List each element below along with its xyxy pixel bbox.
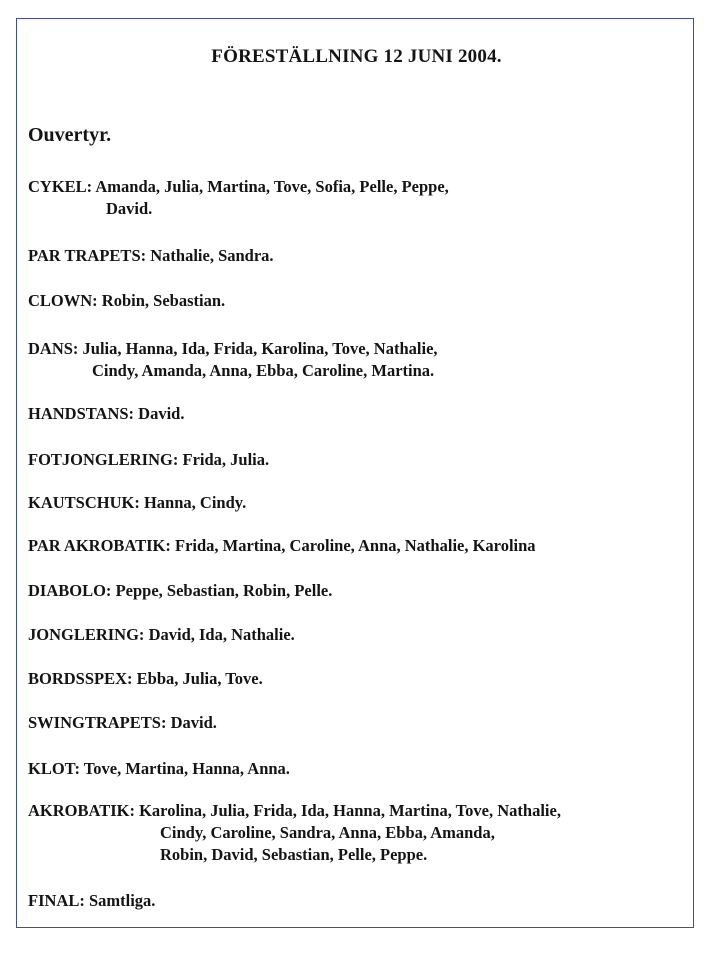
act-names: Karolina, Julia, Frida, Ida, Hanna, Martina, Tove, Nathalie,	[139, 801, 561, 820]
act-label: PAR AKROBATIK:	[28, 536, 171, 555]
page-border	[16, 18, 694, 928]
act-final	[28, 890, 155, 912]
act-klot	[28, 758, 290, 780]
act-bordsspex	[28, 668, 263, 690]
act-names: David, Ida, Nathalie.	[148, 625, 295, 644]
act-label: AKROBATIK:	[28, 801, 135, 820]
act-label: JONGLERING:	[28, 625, 145, 644]
act-diabolo	[28, 580, 332, 602]
act-names: David.	[138, 404, 185, 423]
act-names: Frida, Julia.	[182, 450, 270, 469]
act-label: BORDSSPEX:	[28, 669, 133, 688]
act-dans	[28, 338, 438, 382]
act-par-akrobatik	[28, 535, 536, 557]
act-label: FOTJONGLERING:	[28, 450, 179, 469]
act-names-cont: Robin, David, Sebastian, Pelle, Peppe.	[160, 845, 428, 864]
act-names: Amanda, Julia, Martina, Tove, Sofia, Pelle, Peppe,	[95, 177, 449, 196]
act-names: Robin, Sebastian.	[101, 291, 226, 310]
act-names: Peppe, Sebastian, Robin, Pelle.	[115, 581, 333, 600]
act-fotjonglering	[28, 449, 269, 471]
act-label: FINAL:	[28, 891, 85, 910]
act-names: Frida, Martina, Caroline, Anna, Nathalie, Karolina	[174, 536, 536, 555]
act-label: DIABOLO:	[28, 581, 112, 600]
act-akrobatik	[28, 800, 561, 866]
act-par-trapets	[28, 245, 274, 267]
act-names: Samtliga.	[88, 891, 156, 910]
act-handstans	[28, 403, 184, 425]
act-label: SWINGTRAPETS:	[28, 713, 167, 732]
act-jonglering	[28, 624, 295, 646]
act-label: CYKEL:	[28, 177, 93, 196]
act-kautschuk	[28, 492, 246, 514]
act-names: Nathalie, Sandra.	[150, 246, 274, 265]
act-names: Julia, Hanna, Ida, Frida, Karolina, Tove, Nathalie,	[82, 339, 438, 358]
act-names-cont: David.	[106, 199, 153, 218]
act-cykel	[28, 176, 449, 220]
act-names-cont: Cindy, Amanda, Anna, Ebba, Caroline, Martina.	[92, 361, 435, 380]
act-label: PAR TRAPETS:	[28, 246, 147, 265]
act-swingtrapets	[28, 712, 217, 734]
act-label: KAUTSCHUK:	[28, 493, 140, 512]
act-names: Tove, Martina, Hanna, Anna.	[83, 759, 290, 778]
act-clown	[28, 290, 225, 312]
act-label: CLOWN:	[28, 291, 98, 310]
act-label: KLOT:	[28, 759, 80, 778]
page-title: FÖRESTÄLLNING 12 JUNI 2004.	[211, 46, 502, 67]
act-names: David.	[170, 713, 217, 732]
act-names-cont: Cindy, Caroline, Sandra, Anna, Ebba, Amanda,	[160, 823, 495, 842]
act-label: HANDSTANS:	[28, 404, 135, 423]
act-names: Ebba, Julia, Tove.	[136, 669, 263, 688]
act-label: DANS:	[28, 339, 79, 358]
ouverture-heading: Ouvertyr.	[28, 124, 112, 146]
act-names: Hanna, Cindy.	[143, 493, 247, 512]
